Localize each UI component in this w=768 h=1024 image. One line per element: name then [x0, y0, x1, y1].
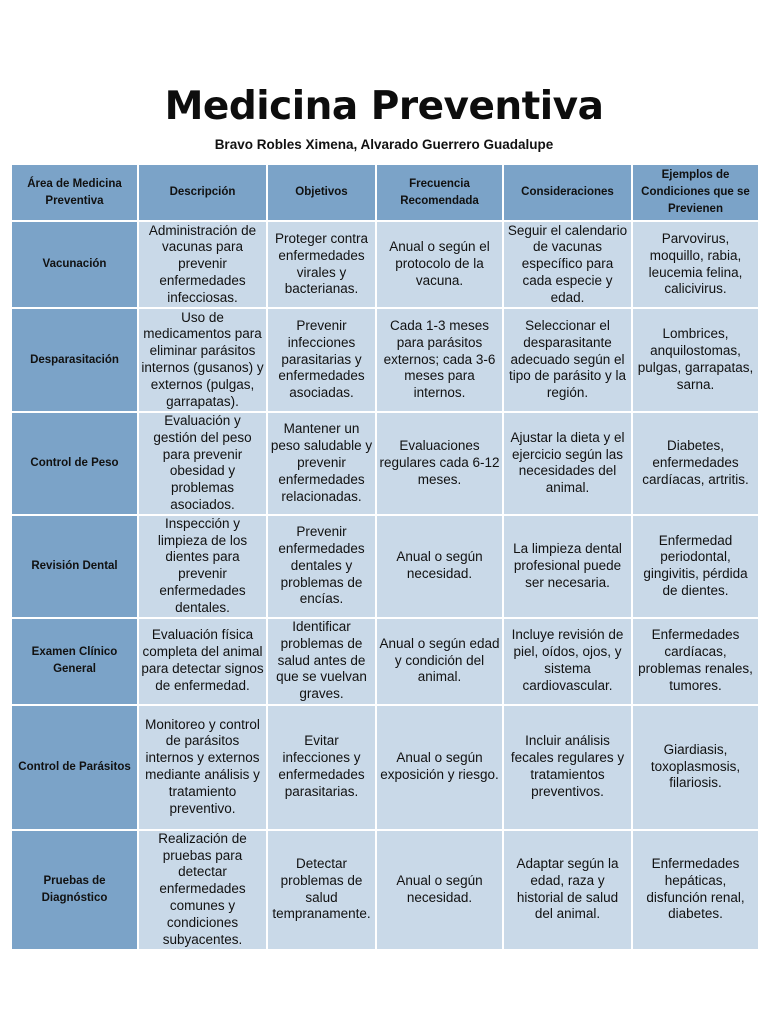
row-ejemplos: Lombrices, anquilostomas, pulgas, garrapatas, sarna.: [632, 308, 759, 412]
row-consideraciones: Adaptar según la edad, raza y historial de salud del animal.: [503, 830, 632, 950]
row-descripcion: Inspección y limpieza de los dientes para prevenir enfermedades dentales.: [138, 515, 267, 618]
row-objetivos: Proteger contra enfermedades virales y bacterianas.: [267, 221, 376, 308]
row-ejemplos: Giardiasis, toxoplasmosis, filariosis.: [632, 705, 759, 830]
table-row: [11, 618, 759, 705]
row-area: Control de Parásitos: [11, 705, 138, 830]
row-frecuencia: Cada 1-3 meses para parásitos externos; cada 3-6 meses para internos.: [376, 308, 503, 412]
row-objetivos: Evitar infecciones y enfermedades parasitarias.: [267, 705, 376, 830]
table-row: [11, 412, 759, 515]
row-consideraciones: Incluye revisión de piel, oídos, ojos, y sistema cardiovascular.: [503, 618, 632, 705]
row-ejemplos: Enfermedades hepáticas, disfunción renal, diabetes.: [632, 830, 759, 950]
table-row: [11, 705, 759, 830]
row-descripcion: Uso de medicamentos para eliminar parásitos internos (gusanos) y externos (pulgas, garrapatas).: [138, 308, 267, 412]
table-row: [11, 308, 759, 412]
row-objetivos: Mantener un peso saludable y prevenir enfermedades relacionadas.: [267, 412, 376, 515]
row-ejemplos: Parvovirus, moquillo, rabia, leucemia felina, calicivirus.: [632, 221, 759, 308]
row-ejemplos: Enfermedad periodontal, gingivitis, pérdida de dientes.: [632, 515, 759, 618]
row-descripcion: Monitoreo y control de parásitos internos y externos mediante análisis y tratamiento preventivo.: [138, 705, 267, 830]
header-descripcion: Descripción: [138, 164, 267, 221]
row-area: Control de Peso: [11, 412, 138, 515]
row-consideraciones: Seguir el calendario de vacunas específico para cada especie y edad.: [503, 221, 632, 308]
row-frecuencia: Anual o según necesidad.: [376, 515, 503, 618]
authors-line: Bravo Robles Ximena, Alvarado Guerrero Guadalupe: [214, 137, 554, 152]
table-header-row: [11, 164, 759, 221]
row-area: Desparasitación: [11, 308, 138, 412]
row-ejemplos: Enfermedades cardíacas, problemas renales, tumores.: [632, 618, 759, 705]
row-objetivos: Identificar problemas de salud antes de que se vuelvan graves.: [267, 618, 376, 705]
header-consideraciones: Consideraciones: [503, 164, 632, 221]
row-frecuencia: Anual o según el protocolo de la vacuna.: [376, 221, 503, 308]
table-row: [11, 515, 759, 618]
header-area: Área de Medicina Preventiva: [11, 164, 138, 221]
header-objetivos: Objetivos: [267, 164, 376, 221]
row-area: Vacunación: [11, 221, 138, 308]
preventive-medicine-table: [10, 163, 760, 951]
row-consideraciones: Incluir análisis fecales regulares y tratamientos preventivos.: [503, 705, 632, 830]
row-frecuencia: Anual o según exposición y riesgo.: [376, 705, 503, 830]
row-objetivos: Prevenir enfermedades dentales y problemas de encías.: [267, 515, 376, 618]
row-ejemplos: Diabetes, enfermedades cardíacas, artritis.: [632, 412, 759, 515]
row-descripcion: Evaluación física completa del animal para detectar signos de enfermedad.: [138, 618, 267, 705]
row-consideraciones: La limpieza dental profesional puede ser necesaria.: [503, 515, 632, 618]
row-area: Examen Clínico General: [11, 618, 138, 705]
row-frecuencia: Anual o según necesidad.: [376, 830, 503, 950]
row-descripcion: Evaluación y gestión del peso para prevenir obesidad y problemas asociados.: [138, 412, 267, 515]
header-ejemplos: Ejemplos de Condiciones que se Previenen: [632, 164, 759, 221]
table-row: [11, 830, 759, 950]
row-descripcion: Administración de vacunas para prevenir enfermedades infecciosas.: [138, 221, 267, 308]
row-objetivos: Prevenir infecciones parasitarias y enfermedades asociadas.: [267, 308, 376, 412]
row-consideraciones: Seleccionar el desparasitante adecuado según el tipo de parásito y la región.: [503, 308, 632, 412]
header-frecuencia: Frecuencia Recomendada: [376, 164, 503, 221]
row-area: Revisión Dental: [11, 515, 138, 618]
row-descripcion: Realización de pruebas para detectar enfermedades comunes y condiciones subyacentes.: [138, 830, 267, 950]
page-title: Medicina Preventiva: [164, 84, 604, 129]
row-frecuencia: Evaluaciones regulares cada 6-12 meses.: [376, 412, 503, 515]
row-objetivos: Detectar problemas de salud tempranamente.: [267, 830, 376, 950]
table-row: [11, 221, 759, 308]
row-frecuencia: Anual o según edad y condición del animal.: [376, 618, 503, 705]
row-consideraciones: Ajustar la dieta y el ejercicio según las necesidades del animal.: [503, 412, 632, 515]
row-area: Pruebas de Diagnóstico: [11, 830, 138, 950]
